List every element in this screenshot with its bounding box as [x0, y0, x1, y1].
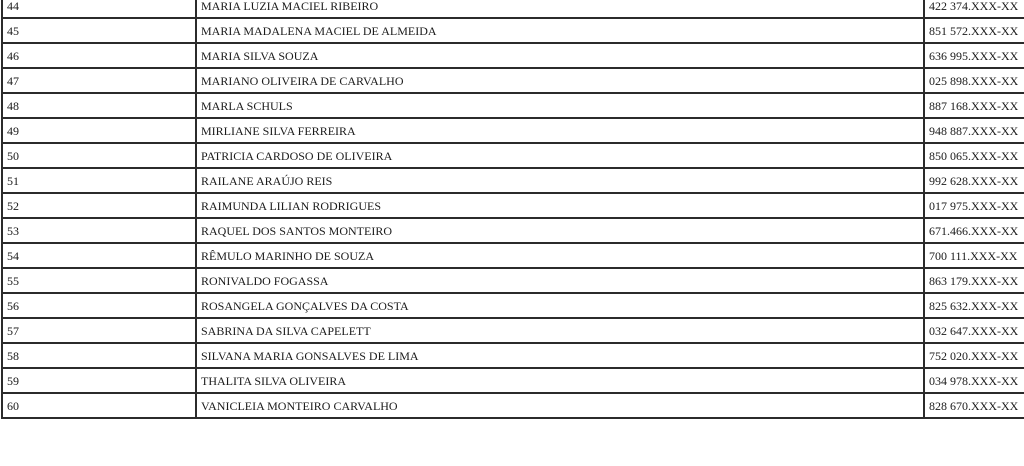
table-row — [2, 243, 1024, 268]
table-row — [2, 268, 1024, 293]
table-row — [2, 143, 1024, 168]
row-number-cell: 50 — [2, 143, 196, 168]
cpf-cell: 828 670.XXX-XX — [924, 393, 1024, 418]
name-cell: VANICLEIA MONTEIRO CARVALHO — [196, 393, 924, 418]
name-cell: MARIANO OLIVEIRA DE CARVALHO — [196, 68, 924, 93]
table-row — [2, 218, 1024, 243]
row-number-cell: 60 — [2, 393, 196, 418]
cpf-cell: 825 632.XXX-XX — [924, 293, 1024, 318]
table-row — [2, 193, 1024, 218]
cpf-cell: 422 374.XXX-XX — [924, 0, 1024, 18]
row-number-cell: 49 — [2, 118, 196, 143]
row-number-cell: 45 — [2, 18, 196, 43]
cpf-cell: 850 065.XXX-XX — [924, 143, 1024, 168]
row-number-cell: 54 — [2, 243, 196, 268]
table-row — [2, 368, 1024, 393]
row-number-cell: 59 — [2, 368, 196, 393]
cpf-cell: 032 647.XXX-XX — [924, 318, 1024, 343]
row-number-cell: 51 — [2, 168, 196, 193]
table-row — [2, 118, 1024, 143]
table-row — [2, 68, 1024, 93]
row-number-cell: 53 — [2, 218, 196, 243]
row-number-cell: 56 — [2, 293, 196, 318]
table-row — [2, 0, 1024, 18]
name-cell: RAIMUNDA LILIAN RODRIGUES — [196, 193, 924, 218]
cpf-cell: 700 111.XXX-XX — [924, 243, 1024, 268]
roster-table — [1, 0, 1024, 419]
name-cell: SILVANA MARIA GONSALVES DE LIMA — [196, 343, 924, 368]
row-number-cell: 57 — [2, 318, 196, 343]
cpf-cell: 992 628.XXX-XX — [924, 168, 1024, 193]
roster-table-body — [2, 0, 1024, 418]
name-cell: MARIA SILVA SOUZA — [196, 43, 924, 68]
table-row — [2, 393, 1024, 418]
row-number-cell: 48 — [2, 93, 196, 118]
table-row — [2, 43, 1024, 68]
table-row — [2, 293, 1024, 318]
cpf-cell: 752 020.XXX-XX — [924, 343, 1024, 368]
table-row — [2, 318, 1024, 343]
table-row — [2, 343, 1024, 368]
cpf-cell: 851 572.XXX-XX — [924, 18, 1024, 43]
name-cell: ROSANGELA GONÇALVES DA COSTA — [196, 293, 924, 318]
cpf-cell: 636 995.XXX-XX — [924, 43, 1024, 68]
row-number-cell: 55 — [2, 268, 196, 293]
row-number-cell: 58 — [2, 343, 196, 368]
cpf-cell: 034 978.XXX-XX — [924, 368, 1024, 393]
cpf-cell: 025 898.XXX-XX — [924, 68, 1024, 93]
name-cell: PATRICIA CARDOSO DE OLIVEIRA — [196, 143, 924, 168]
name-cell: MARLA SCHULS — [196, 93, 924, 118]
table-row — [2, 18, 1024, 43]
row-number-cell: 46 — [2, 43, 196, 68]
cpf-cell: 948 887.XXX-XX — [924, 118, 1024, 143]
row-number-cell: 47 — [2, 68, 196, 93]
cpf-cell: 863 179.XXX-XX — [924, 268, 1024, 293]
table-row — [2, 93, 1024, 118]
table-row — [2, 168, 1024, 193]
row-number-cell: 52 — [2, 193, 196, 218]
name-cell: RAQUEL DOS SANTOS MONTEIRO — [196, 218, 924, 243]
name-cell: MIRLIANE SILVA FERREIRA — [196, 118, 924, 143]
cpf-cell: 671.466.XXX-XX — [924, 218, 1024, 243]
row-number-cell: 44 — [2, 0, 196, 18]
name-cell: THALITA SILVA OLIVEIRA — [196, 368, 924, 393]
name-cell: MARIA LUZIA MACIEL RIBEIRO — [196, 0, 924, 18]
name-cell: RONIVALDO FOGASSA — [196, 268, 924, 293]
cpf-cell: 887 168.XXX-XX — [924, 93, 1024, 118]
cpf-cell: 017 975.XXX-XX — [924, 193, 1024, 218]
name-cell: RÊMULO MARINHO DE SOUZA — [196, 243, 924, 268]
name-cell: RAILANE ARAÚJO REIS — [196, 168, 924, 193]
name-cell: MARIA MADALENA MACIEL DE ALMEIDA — [196, 18, 924, 43]
name-cell: SABRINA DA SILVA CAPELETT — [196, 318, 924, 343]
